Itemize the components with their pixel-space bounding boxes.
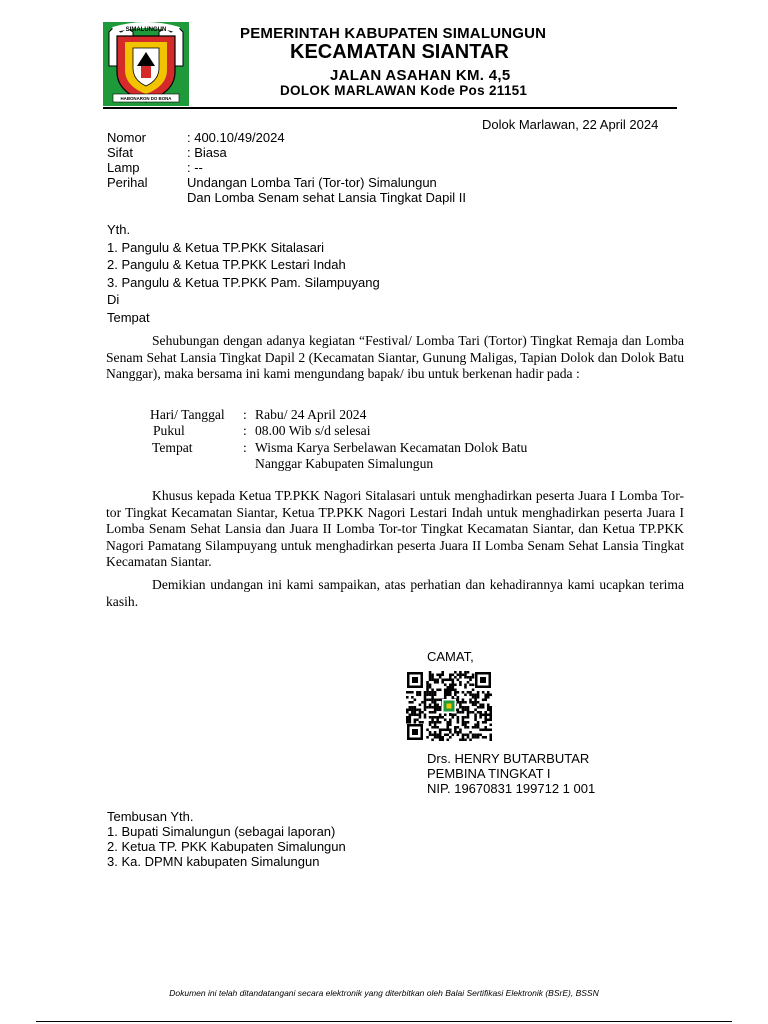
event-label-place: Tempat (152, 440, 193, 455)
event-value-place-line2: Nanggar Kabupaten Simalungun (255, 456, 434, 471)
recipient-item: 2. Pangulu & Ketua TP.PKK Lestari Indah (107, 257, 346, 272)
event-value-place: Wisma Karya Serbelawan Kecamatan Dolok Batu (255, 440, 528, 455)
header-postal-line: DOLOK MARLAWAN Kode Pos 21151 (280, 83, 528, 98)
letter-date: Dolok Marlawan, 22 April 2024 (482, 117, 659, 132)
cc-item: 1. Bupati Simalungun (sebagai laporan) (107, 824, 336, 839)
cc-title: Tembusan Yth. (107, 809, 194, 824)
recipient-block (107, 221, 380, 326)
event-colon: : (243, 440, 247, 455)
recipient-item: 3. Pangulu & Ketua TP.PKK Pam. Silampuyang (107, 274, 380, 290)
signatory-name: Drs. HENRY BUTARBUTAR (427, 751, 590, 766)
meta-label-lamp: Lamp (107, 160, 140, 175)
meta-value-perihal-line2: Dan Lomba Senam sehat Lansia Tingkat Dapil II (187, 190, 466, 205)
signatory-nip: NIP. 19670831 199712 1 001 (427, 781, 596, 796)
meta-label-perihal: Perihal (107, 175, 148, 190)
recipient-yth: Yth. (107, 222, 131, 237)
header-government-line: PEMERINTAH KABUPATEN SIMALUNGUN (240, 25, 547, 42)
header-divider (103, 107, 677, 109)
header-address-line: JALAN ASAHAN KM. 4,5 (330, 67, 511, 84)
meta-label-nomor: Nomor (107, 130, 147, 145)
meta-value-sifat: : Biasa (187, 145, 227, 160)
electronic-signature-qr-code (406, 671, 492, 741)
meta-value-lamp: : -- (187, 160, 203, 175)
event-colon: : (243, 423, 247, 438)
cc-item: 3. Ka. DPMN kabupaten Simalungun (107, 854, 320, 869)
meta-value-nomor: : 400.10/49/2024 (187, 130, 285, 145)
recipient-tempat: Tempat (107, 309, 150, 325)
event-colon: : (243, 407, 247, 422)
meta-label-sifat: Sifat (107, 145, 134, 160)
header-district-title: KECAMATAN SIANTAR (290, 41, 509, 63)
page-bottom-divider (36, 1021, 732, 1022)
event-value-date: Rabu/ 24 April 2024 (255, 407, 367, 422)
body-paragraph-closing: Demikian undangan ini kami sampaikan, atas perhatian dan kehadirannya kami ucapkan terima kasih. (106, 577, 684, 609)
logo-text: SIMALUNGUN (125, 27, 167, 33)
recipient-di: Di (107, 292, 120, 307)
event-value-time: 08.00 Wib s/d selesai (255, 423, 371, 438)
signature-title: CAMAT, (427, 649, 474, 664)
cc-item: 2. Ketua TP. PKK Kabupaten Simalungun (107, 839, 346, 854)
simalungun-regency-logo (103, 22, 189, 106)
recipient-item: 1. Pangulu & Ketua TP.PKK Sitalasari (107, 239, 325, 255)
event-label-time: Pukul (153, 423, 185, 438)
logo-motto: HABONARON DO BONA (120, 96, 172, 101)
meta-value-perihal: Undangan Lomba Tari (Tor-tor) Simalungun (187, 175, 437, 190)
bsre-footer-note: Dokumen ini telah ditandatangani secara elektronik yang diterbitkan oleh Balai Sertifikasi Elektronik (BSrE), BSSN (169, 988, 599, 998)
body-paragraph-special-request: Khusus kepada Ketua TP.PKK Nagori Sitalasari untuk menghadirkan peserta Juara I Lomba Tor-tor Tingkat Kecamatan Siantar, Ketua TP.PKK Nagori Lestari Indah untuk menghadirkan peserta Juara I Lomba Senam Sehat Lansia dan Juara II Lomba Tor-tor Tingkat Kecamatan Siantar, dan Ketua TP.PKK Nagori Pamatang Silampuyang untuk menghadirkan peserta Juara II Lomba Senam Sehat Lansia Tingkat Kecamatan Siantar. (106, 488, 684, 569)
event-label-date: Hari/ Tanggal (150, 407, 225, 422)
signatory-rank: PEMBINA TINGKAT I (427, 766, 551, 781)
body-paragraph-invitation: Sehubungan dengan adanya kegiatan “Festival/ Lomba Tari (Tortor) Tingkat Remaja dan Lomba Senam Sehat Lansia Tingkat Dapil 2 (Kecamatan Siantar, Gunung Maligas, Tapian Dolok dan Dolok Batu Nanggar), maka bersama ini kami mengundang bapak/ ibu untuk berkenan hadir pada : (106, 333, 684, 381)
